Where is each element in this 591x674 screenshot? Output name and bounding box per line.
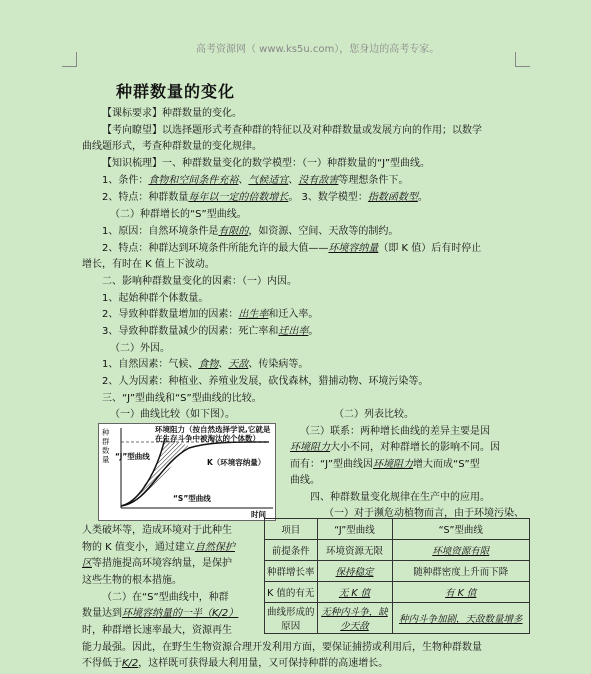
text-line: 而有：“J”型曲线因环境阻力增大而成“S”型 bbox=[290, 459, 480, 470]
growth-curve-figure bbox=[98, 423, 276, 521]
y-axis-label: 种群数量 bbox=[102, 428, 110, 464]
text-line: 【考向瞭望】以选择题形式考查种群的特征以及对种群数量或发展方向的作用；以数学 bbox=[102, 125, 482, 136]
text-line: （一）曲线比较（如下图）。 bbox=[110, 409, 235, 420]
text-line: 数量达到环境容纳量的一半（K/2） bbox=[82, 608, 239, 619]
text-line: 环境阻力大小不同，对种群增长的影响不同。因 bbox=[290, 442, 500, 453]
table-cell: 种内斗争加剧，天敌数量增多 bbox=[392, 603, 529, 634]
k-label: K（环境容纳量） bbox=[207, 458, 266, 467]
corner-mark-right bbox=[515, 52, 530, 67]
text-line: 增长，有时在 K 值上下波动。 bbox=[82, 259, 215, 270]
comparison-table bbox=[264, 518, 530, 634]
text-line: 四、种群数量变化规律在生产中的应用。 bbox=[310, 492, 490, 503]
text-line: 1、原因：自然环境条件是有限的，如资源、空间、天敌等的制约。 bbox=[102, 226, 399, 237]
s-curve-label: “S”型曲线 bbox=[173, 494, 211, 503]
text-line: 物的 K 值变小，通过建立自然保护 bbox=[82, 542, 235, 553]
table-cell: 有 K 值 bbox=[392, 582, 529, 603]
text-line: 2、特点：种群达到环境条件所能允许的最大值——环境容纳量（即 K 值）后有时停止 bbox=[102, 243, 482, 254]
table-cell: 种群增长率 bbox=[265, 561, 318, 582]
text-line: 这些生物的根本措施。 bbox=[82, 575, 182, 586]
text-line: 三、“J”型曲线和“S”型曲线的比较。 bbox=[102, 393, 262, 404]
table-cell: 保持稳定 bbox=[317, 561, 392, 582]
table-cell: 无 K 值 bbox=[317, 582, 392, 603]
text-line: 区等措施提高环境容纳量，是保护 bbox=[82, 558, 232, 569]
table-cell: 曲线形成的原因 bbox=[265, 603, 318, 634]
text-line: 2、导致种群数量增加的因素：出生率和迁入率。 bbox=[102, 309, 319, 320]
text-line: 曲线。 bbox=[290, 475, 320, 486]
table-cell: 项目 bbox=[265, 519, 318, 540]
text-line: 2、特点：种群数量每年以一定的倍数增长。 3、数学模型：指数函数型。 bbox=[102, 192, 428, 203]
corner-mark-left bbox=[62, 52, 77, 67]
table-header-row bbox=[265, 519, 530, 540]
table-row bbox=[265, 603, 530, 634]
text-line: 人类破坏等，造成环境对于此种生 bbox=[82, 525, 232, 536]
annotation-label: 环境阻力（按自然选择学说,它就是在生存斗争中被淘汰的个体数） bbox=[155, 425, 271, 443]
text-line: 1、起始种群个体数量。 bbox=[102, 293, 209, 304]
table-cell: “J”型曲线 bbox=[317, 519, 392, 540]
text-line: 3、导致种群数量减少的因素：死亡率和迁出率。 bbox=[102, 326, 319, 337]
text-line: 不得低于K/2，这样既可获得最大利用量，又可保持种群的高速增长。 bbox=[82, 658, 389, 669]
text-line: （三）联系：两种增长曲线的差异主要是因 bbox=[300, 426, 490, 437]
table-cell: 无种内斗争，缺少天敌 bbox=[317, 603, 392, 634]
text-line: 1、条件：食物和空间条件充裕、气候适宜、没有敌害等理想条件下。 bbox=[102, 175, 409, 186]
page-title: 种群数量的变化 bbox=[116, 82, 236, 101]
x-axis-label: 时间 bbox=[251, 510, 266, 519]
text-line: 1、自然因素：气候、食物、天敌、传染病等。 bbox=[102, 359, 309, 370]
text-line: 曲线题形式，考查种群数量的变化规律。 bbox=[82, 141, 262, 152]
j-curve-label: “J”型曲线 bbox=[115, 452, 150, 461]
table-cell: 随种群密度上升而下降 bbox=[392, 561, 529, 582]
text-line: 【课标要求】种群数量的变化。 bbox=[102, 108, 242, 119]
text-line: （二）种群增长的“S”型曲线。 bbox=[110, 209, 247, 220]
text-line: （二）外因。 bbox=[110, 343, 170, 354]
table-row bbox=[265, 582, 530, 603]
text-line: 时，种群增长速率最大，资源再生 bbox=[82, 625, 232, 636]
table-cell: “S”型曲线 bbox=[392, 519, 529, 540]
text-line: 【知识梳理】一、种群数量变化的数学模型：（一）种群数量的“J”型曲线。 bbox=[102, 158, 431, 169]
table-cell: K 值的有无 bbox=[265, 582, 318, 603]
table-cell: 环境资源无限 bbox=[317, 540, 392, 561]
page-header: 高考资源网（ www.ks5u.com），您身边的高考专家。 bbox=[196, 44, 440, 55]
text-line: 能力最强。因此，在野生生物资源合理开发利用方面，要保证捕捞或利用后，生物种群数量 bbox=[82, 642, 482, 653]
table-cell: 前提条件 bbox=[265, 540, 318, 561]
text-line: （一）对于濒危动植物而言，由于环境污染、 bbox=[324, 508, 524, 519]
table-row bbox=[265, 561, 530, 582]
text-line: （二）在“S”型曲线中，种群 bbox=[102, 592, 229, 603]
text-line: 2、人为因素：种植业、养殖业发展，砍伐森林，猎捕动物、环境污染等。 bbox=[102, 376, 429, 387]
table-row bbox=[265, 540, 530, 561]
text-line: （二）列表比较。 bbox=[334, 409, 414, 420]
text-line: 二、影响种群数量变化的因素：（一）内因。 bbox=[102, 276, 297, 287]
table-cell: 环境资源有限 bbox=[392, 540, 529, 561]
